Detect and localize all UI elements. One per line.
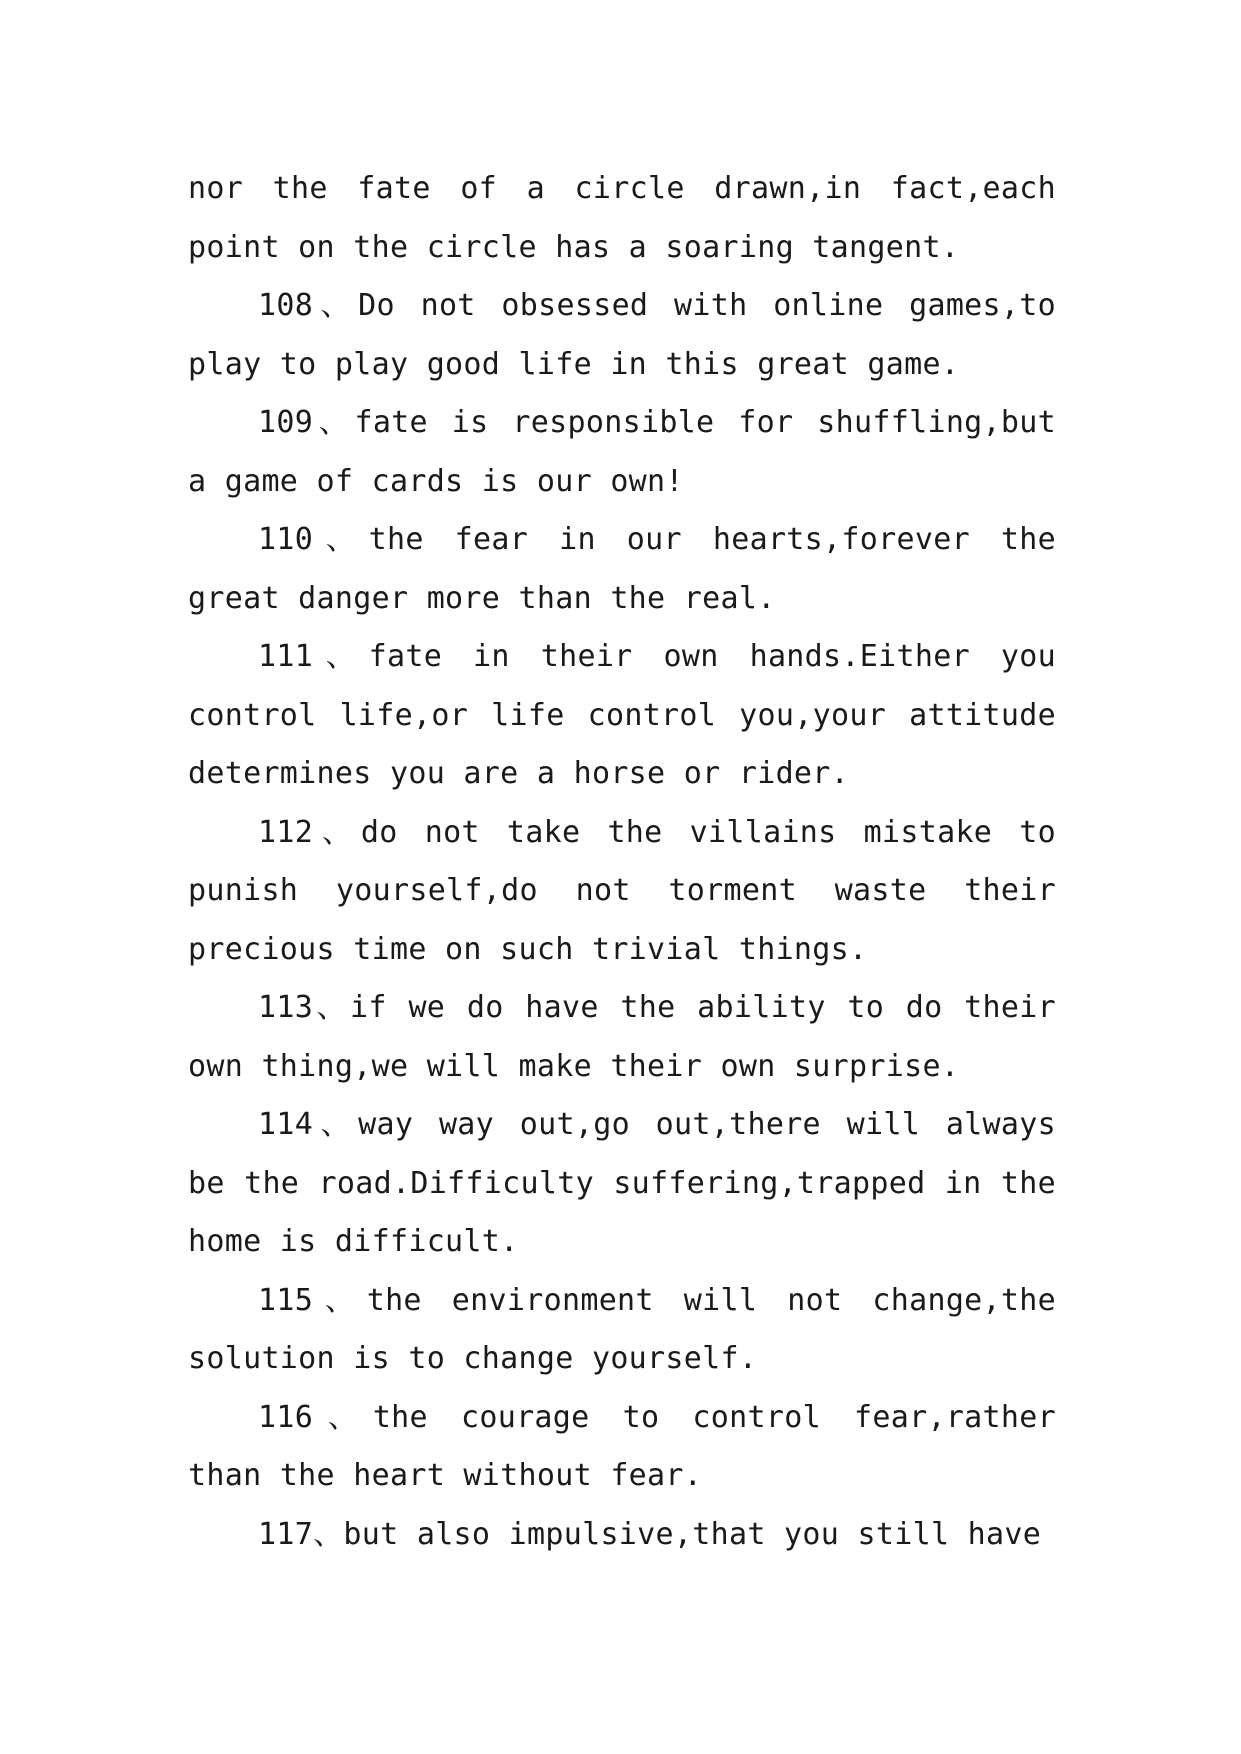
paragraph-108: 108、Do not obsessed with online games,to play to play good life in this great game. <box>188 288 1056 382</box>
body-text <box>188 160 1056 1564</box>
paragraph-116: 116、the courage to control fear,rather than the heart without fear. <box>188 1399 1056 1493</box>
paragraph-115: 115、the environment will not change,the solution is to change yourself. <box>188 1282 1056 1376</box>
paragraph-112: 112、do not take the villains mistake to punish yourself,do not torment waste their precious time on such trivial things. <box>188 814 1056 967</box>
paragraph-109: 109、fate is responsible for shuffling,but a game of cards is our own! <box>188 405 1056 499</box>
paragraph-110: 110、the fear in our hearts,forever the great danger more than the real. <box>188 522 1056 616</box>
paragraph-113: 113、if we do have the ability to do their own thing,we will make their own surprise. <box>188 990 1056 1084</box>
paragraph-continuation: nor the fate of a circle drawn,in fact,each point on the circle has a soaring tangent. <box>188 171 1056 265</box>
paragraph-114: 114、way way out,go out,there will always be the road.Difficulty suffering,trapped in the home is difficult. <box>188 1107 1056 1259</box>
paragraph-117: 117、but also impulsive,that you still have <box>258 1516 1042 1552</box>
paragraph-111: 111、fate in their own hands.Either you control life,or life control you,your attitude determines you are a horse or rider. <box>188 639 1056 791</box>
